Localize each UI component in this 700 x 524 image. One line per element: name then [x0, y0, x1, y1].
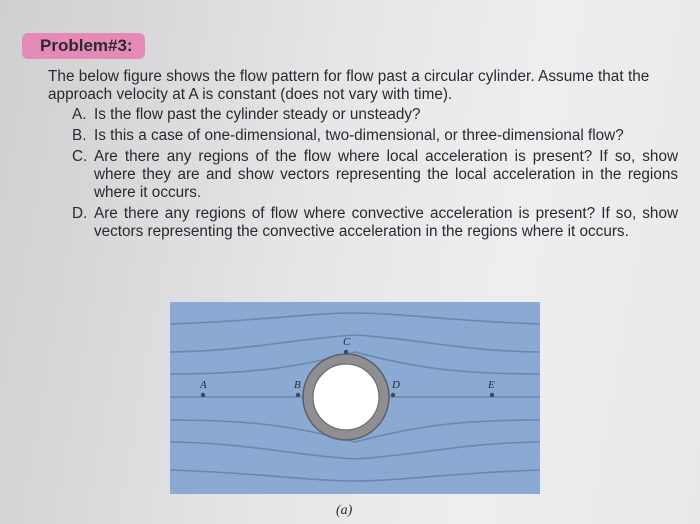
question-c	[72, 148, 678, 202]
question-b	[72, 127, 678, 145]
question-label: D.	[72, 205, 88, 222]
flow-diagram	[170, 302, 540, 494]
question-text: Are there any regions of flow where convective acceleration is present? If so, show vectors representing the convective acceleration in the regions where it occurs.	[94, 205, 678, 240]
question-text: Is the flow past the cylinder steady or unsteady?	[94, 106, 421, 123]
flow-figure	[170, 302, 540, 494]
point-label-e: E	[488, 379, 495, 391]
cylinder-inner	[313, 364, 379, 430]
question-text: Are there any regions of the flow where local acceleration is present? If so, show where they are and show vectors representing the local acceleration in the regions where it occurs.	[94, 148, 678, 201]
question-label: B.	[72, 127, 87, 144]
point-c-dot	[344, 350, 348, 354]
problem-intro: The below figure shows the flow pattern for flow past a circular cylinder. Assume that the approach velocity at A is constant (does not vary with time).	[48, 68, 650, 103]
streamline	[170, 442, 540, 459]
figure-caption: (a)	[336, 503, 353, 518]
problem-title: Problem#3:	[22, 33, 145, 59]
point-b-dot	[296, 393, 300, 397]
point-e-dot	[490, 393, 494, 397]
question-label: A.	[72, 106, 87, 123]
point-label-c: C	[343, 336, 351, 348]
point-label-d: D	[392, 379, 400, 391]
question-list	[72, 106, 678, 244]
point-d-dot	[391, 393, 395, 397]
question-label: C.	[72, 148, 88, 165]
streamline	[170, 335, 540, 352]
question-d	[72, 205, 678, 241]
point-label-b: B	[294, 379, 301, 391]
question-text: Is this a case of one-dimensional, two-dimensional, or three-dimensional flow?	[94, 127, 624, 144]
streamline	[170, 313, 540, 324]
point-a-dot	[201, 393, 205, 397]
streamline	[170, 470, 540, 481]
question-a	[72, 106, 678, 124]
point-label-a: A	[200, 379, 207, 391]
